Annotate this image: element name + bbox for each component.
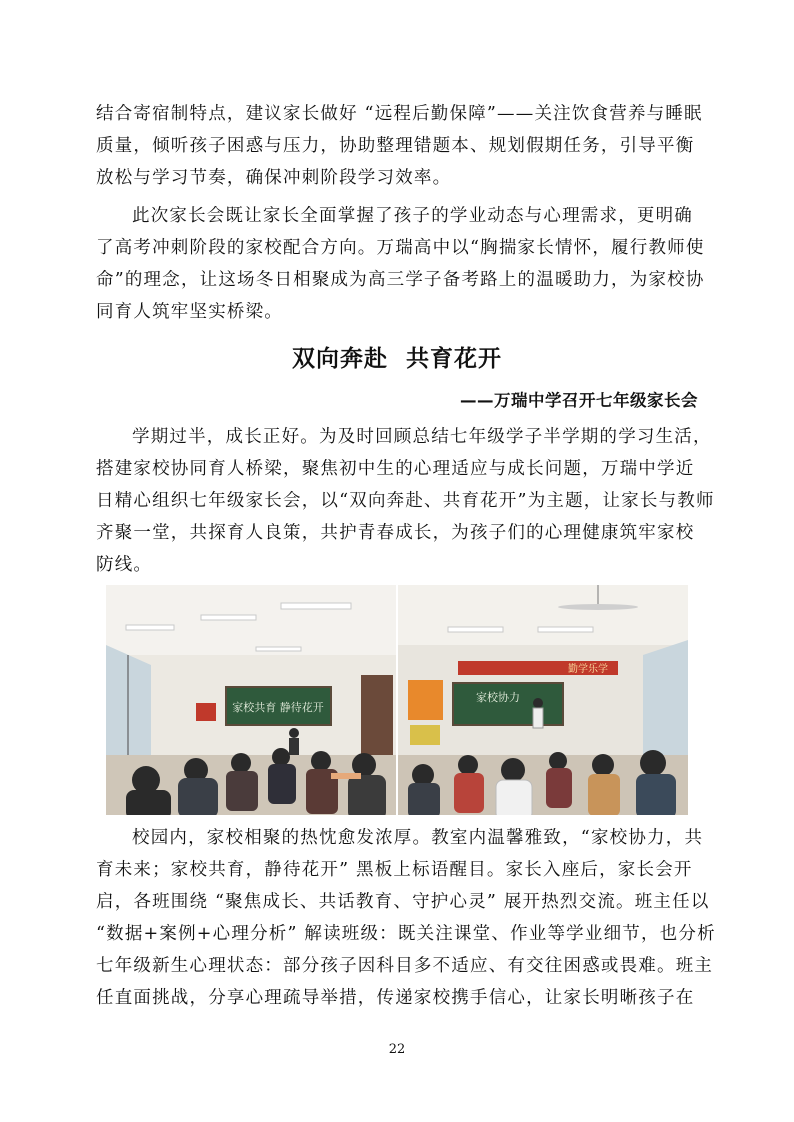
text-line: 七年级新生心理状态：部分孩子因科目多不适应、有交往困惑或畏难。班主 — [96, 956, 714, 976]
text-line: 放松与学习节奏，确保冲刺阶段学习效率。 — [96, 168, 452, 188]
text-line: 了高考冲刺阶段的家校配合方向。万瑞高中以“胸揣家长情怀，履行教师使 — [96, 238, 705, 258]
text-line: “数据+案例+心理分析” 解读班级：既关注课堂、作业等学业细节，也分析 — [96, 924, 716, 944]
article-subtitle: ——万瑞中学召开七年级家长会 — [460, 391, 698, 410]
paragraph-advice — [96, 98, 703, 194]
classroom-photo-left — [106, 585, 396, 815]
paragraph-summary — [96, 200, 705, 328]
text-line: 此次家长会既让家长全面掌握了孩子的学业动态与心理需求，更明确 — [132, 206, 693, 226]
text-line: 任直面挑战，分享心理疏导举措，传递家校携手信心，让家长明晰孩子在 — [96, 988, 695, 1008]
paragraph-meeting — [96, 822, 716, 1014]
text-line: 质量，倾听孩子困惑与压力，协助整理错题本、规划假期任务，引导平衡 — [96, 136, 695, 156]
text-line: 齐聚一堂，共探育人良策，共护青春成长，为孩子们的心理健康筑牢家校 — [96, 523, 695, 543]
text-line: 搭建家校协同育人桥梁，聚焦初中生的心理适应与成长问题，万瑞中学近 — [96, 459, 695, 479]
classroom-illustration — [106, 585, 396, 815]
text-line: 命”的理念，让这场冬日相聚成为高三学子备考路上的温暖助力，为家校协 — [96, 270, 705, 290]
paragraph-intro — [96, 421, 715, 581]
text-line: 育未来；家校共育，静待花开” 黑板上标语醒目。家长入座后，家长会开 — [96, 860, 693, 880]
text-line: 校园内，家校相聚的热忱愈发浓厚。教室内温馨雅致，“家校协力，共 — [132, 828, 704, 848]
article-title: 双向奔赴 共育花开 — [291, 346, 502, 372]
banner-slogan: 勤学乐学 — [568, 664, 608, 675]
text-line: 结合寄宿制特点，建议家长做好 “远程后勤保障”——关注饮食营养与睡眠 — [96, 104, 703, 124]
text-line: 启，各班围绕 “聚焦成长、共话教育、守护心灵” 展开热烈交流。班主任以 — [96, 892, 710, 912]
classroom-illustration — [398, 585, 688, 815]
text-line: 学期过半，成长正好。为及时回顾总结七年级学子半学期的学习生活， — [132, 427, 712, 447]
board-slogan-right: 家校协力 — [476, 691, 520, 704]
text-line: 防线。 — [96, 555, 153, 575]
classroom-photo-right — [398, 585, 688, 815]
meeting-photos — [106, 585, 688, 815]
page-number: 22 — [388, 1042, 406, 1057]
board-slogan-left: 家校共育 静待花开 — [232, 701, 324, 714]
text-line: 同育人筑牢坚实桥梁。 — [96, 302, 283, 322]
text-line: 日精心组织七年级家长会，以“双向奔赴、共育花开”为主题，让家长与教师 — [96, 491, 715, 511]
